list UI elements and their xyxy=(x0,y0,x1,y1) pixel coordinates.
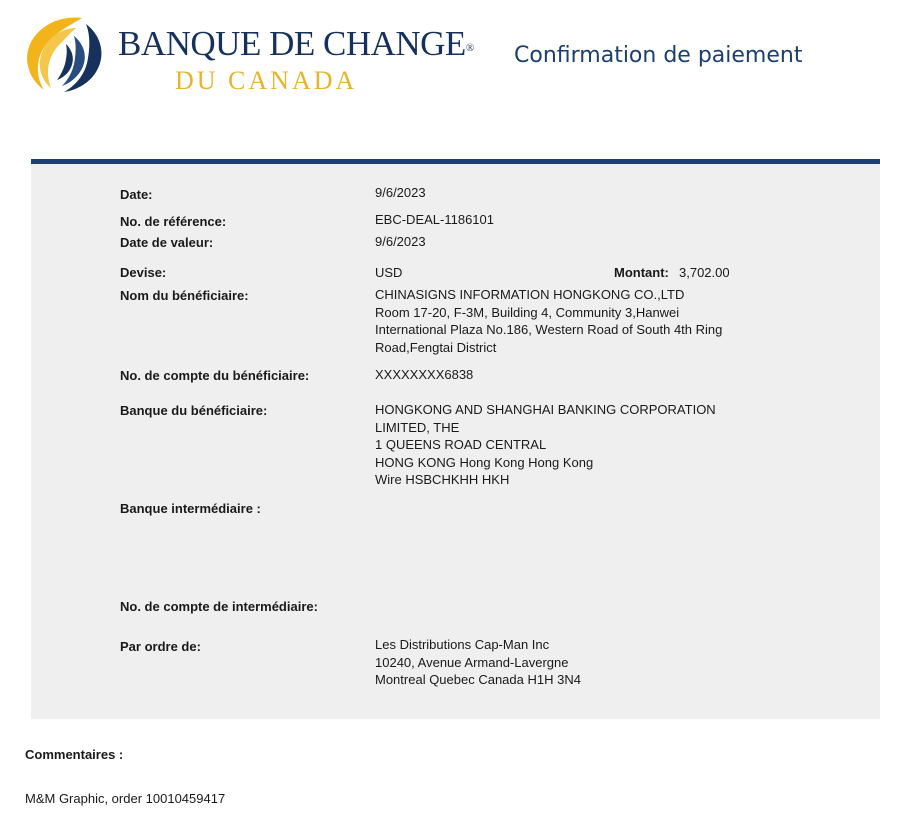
amount-label: Montant: xyxy=(614,265,669,280)
beneficiary-account-label: No. de compte du bénéficiaire: xyxy=(120,368,310,383)
brand-name-line2: DU CANADA xyxy=(175,66,358,95)
currency-label: Devise: xyxy=(120,265,167,280)
beneficiary-line: CHINASIGNS INFORMATION HONGKONG CO.,LTD xyxy=(375,287,685,302)
ordered-by-line: Les Distributions Cap-Man Inc xyxy=(375,637,550,652)
reference-value: EBC-DEAL-1186101 xyxy=(375,212,494,227)
value-date-label: Date de valeur: xyxy=(120,235,214,250)
amount-value: 3,702.00 xyxy=(679,265,730,280)
beneficiary-line: Road,Fengtai District xyxy=(375,339,497,355)
beneficiary-line: Room 17-20, F-3M, Building 4, Community 3,Hanwei xyxy=(375,304,680,320)
currency-value: USD xyxy=(375,265,403,280)
ordered-by-line: Montreal Quebec Canada H1H 3N4 xyxy=(375,672,581,687)
brand-name-line1: BANQUE DE CHANGE® xyxy=(118,24,474,63)
comments-text: M&M Graphic, order 10010459417 xyxy=(25,791,226,806)
beneficiary-line: International Plaza No.186, Western Road of South 4th Ring xyxy=(375,322,723,337)
beneficiary-label: Nom du bénéficiaire: xyxy=(120,288,249,303)
date-label: Date: xyxy=(120,187,153,202)
page-title: Confirmation de paiement xyxy=(514,43,803,68)
ordered-by-line: 10240, Avenue Armand-Lavergne xyxy=(375,654,569,670)
beneficiary-bank-label: Banque du bénéficiaire: xyxy=(120,403,268,418)
reference-label: No. de référence: xyxy=(120,214,227,229)
ordered-by-label: Par ordre de: xyxy=(120,639,201,654)
beneficiary-bank-line: 1 QUEENS ROAD CENTRAL xyxy=(375,437,547,452)
beneficiary-bank-line: LIMITED, THE xyxy=(375,419,460,435)
beneficiary-bank-line: HONG KONG Hong Kong Hong Kong xyxy=(375,454,594,470)
date-value: 9/6/2023 xyxy=(375,185,426,200)
value-date-value: 9/6/2023 xyxy=(375,234,426,249)
comments-label: Commentaires : xyxy=(25,747,124,762)
trademark-mark: ® xyxy=(465,42,474,54)
intermediary-account-label: No. de compte de intermédiaire: xyxy=(120,599,318,614)
bank-logo-icon xyxy=(20,14,104,94)
intermediary-bank-label: Banque intermédiaire : xyxy=(120,501,261,516)
beneficiary-bank-line: Wire HSBCHKHH HKH xyxy=(375,472,510,487)
beneficiary-account-value: XXXXXXXX6838 xyxy=(375,367,474,382)
beneficiary-bank-line: HONGKONG AND SHANGHAI BANKING CORPORATION xyxy=(375,402,716,417)
